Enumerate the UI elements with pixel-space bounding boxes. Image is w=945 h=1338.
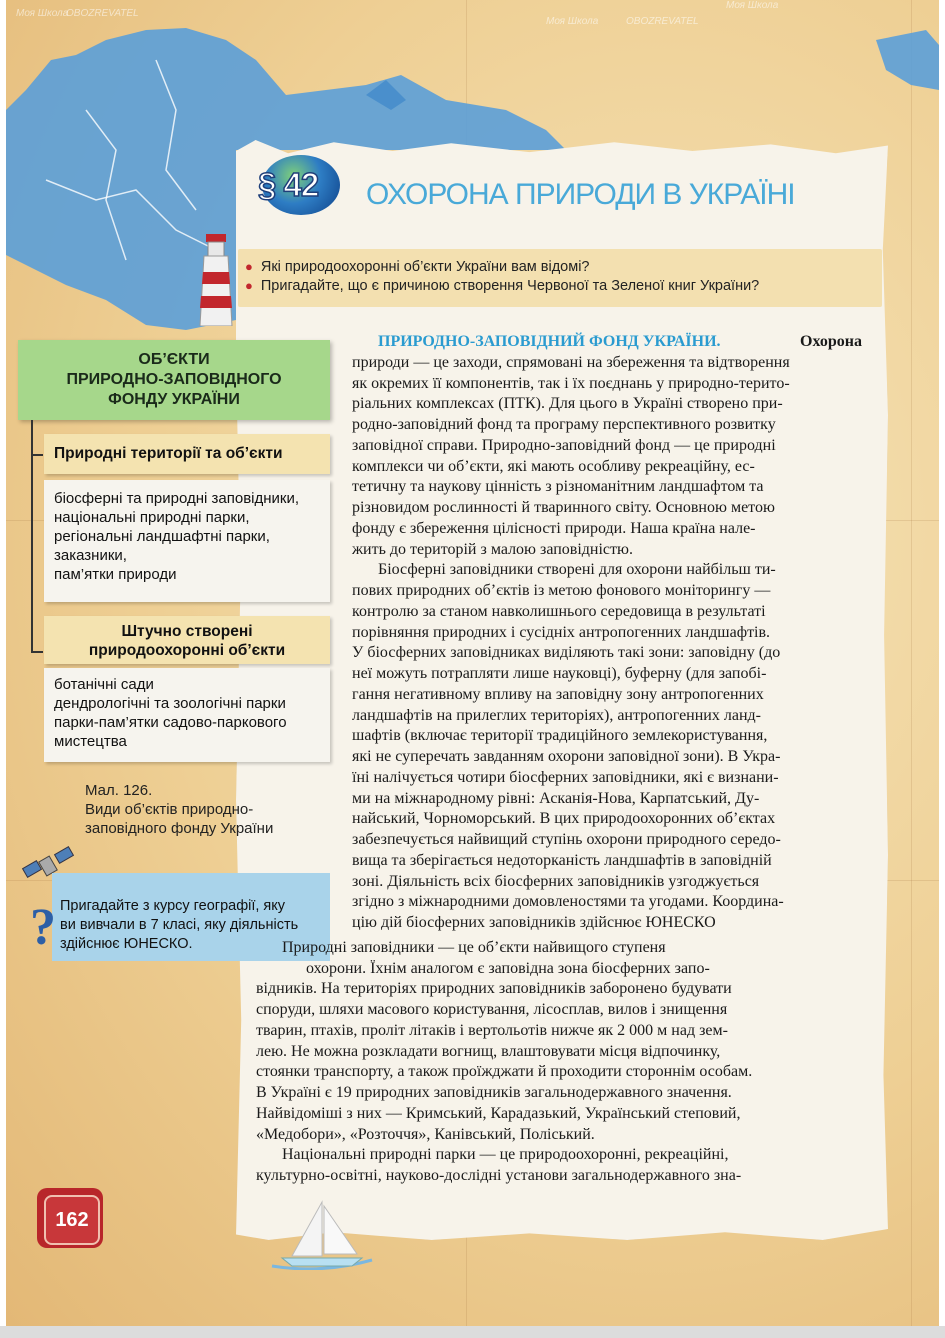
body-line: ми на міжнародному рівні: Асканія-Нова, Карпатський, Ду- [352, 789, 760, 807]
body-line: жить до територій з малою заповідністю. [352, 540, 633, 558]
body-line: вища та зберігається недоторканість ландшафтів в заповідній [352, 851, 772, 869]
body-line: Національні природні парки — це природоохоронні, рекреаційні, [282, 1146, 729, 1164]
body-line: Природні заповідники — це об’єкти найвищого ступеня [282, 938, 666, 956]
body-line: згідно з міжнародними домовленостями та угодами. Координа- [352, 893, 784, 911]
body-line: тетичну та наукову цінність з різноманітним ландшафтом та [352, 478, 764, 496]
question-mark-icon: ? [30, 899, 56, 956]
watermark: OBOZREVATEL [66, 8, 139, 19]
body-line: зоні. Діяльність всіх біосферних заповідників узгоджується [352, 872, 760, 890]
watermark: OBOZREVATEL [626, 16, 699, 27]
intro-question: ● Які природоохоронні об’єкти України вам відомі? [245, 259, 590, 275]
diagram-group-list: біосферні та природні заповідники, національні природні парки, регіональні ландшафтні парки, заказники, пам’ятки природи [44, 480, 330, 602]
diagram-title-box: ОБ’ЄКТИ ПРИРОДНО-ЗАПОВІДНОГО ФОНДУ УКРАЇНИ [18, 340, 330, 420]
diagram-connector [31, 651, 43, 653]
body-line: як окремих її компонентів, так і їх поєднань у природно-терито- [352, 374, 790, 392]
bullet-icon: ● [245, 259, 253, 274]
body-line: охорони. Їхнім аналогом є заповідна зона біосферних запо- [306, 959, 710, 977]
body-line: цію дій біосферних заповідників здійснює ЮНЕСКО [352, 914, 716, 931]
body-line: Біосферні заповідники створені для охорони найбільш ти- [378, 561, 776, 579]
page-number: 162 [44, 1195, 100, 1245]
body-line: лею. Не можна розкладати вогнищ, влаштовувати місця відпочинку, [256, 1042, 721, 1060]
body-line: родно-заповідний фонд та програму перспективного розвитку [352, 416, 776, 433]
body-line: В Україні є 19 природних заповідників загальнодержавного значення. [256, 1084, 732, 1101]
body-line: неї можуть потрапляти лише науковці), буферну (для запобі- [352, 665, 767, 682]
subsection-heading: ПРИРОДНО-ЗАПОВІДНИЙ ФОНД УКРАЇНИ. [378, 333, 721, 350]
lighthouse-icon [196, 234, 236, 326]
body-line: «Медобори», «Розточчя», Канівський, Поліський. [256, 1125, 595, 1143]
bullet-icon: ● [245, 278, 253, 293]
diagram-group-heading: Штучно створені природоохоронні об’єкти [44, 616, 330, 664]
diagram-connector [31, 454, 43, 456]
body-line: Найвідоміші з них — Кримський, Карадазький, Український степовий, [256, 1104, 741, 1122]
watermark: Моя Школа [726, 0, 779, 11]
body-line: найський, Чорноморський. В цих природоохоронних об’єктах [352, 810, 776, 828]
body-line: культурно-освітні, науково-дослідні установи загальнодержавного зна- [256, 1167, 742, 1184]
body-line: які не суперечать завданням охорони заповідної зони). В Укра- [352, 748, 781, 765]
body-line: їні налічується чотири біосферних заповідники, які є визнани- [352, 768, 779, 786]
intro-question: ● Пригадайте, що є причиною створення Червоної та Зеленої книг України? [245, 278, 760, 294]
diagram-group-heading: Природні території та об’єкти [44, 434, 330, 474]
body-line: комплекси чи об’єкти, які мають особливу рекреаційну, ес- [352, 457, 755, 475]
diagram-group-list: ботанічні сади дендрологічні та зоологічні парки парки-пам’ятки садово-паркового мистецтва [44, 668, 330, 762]
page-bottom-strip [0, 1326, 945, 1338]
body-line: ландшафтів на прилеглих територіях), антропогенних ланд- [352, 706, 761, 724]
body-line: гання негативному впливу на заповідну зону антропогенних [352, 685, 764, 703]
section-number: § 42 [258, 166, 319, 203]
figure-caption: Мал. 126. Види об’єктів природно- заповідного фонду України [85, 782, 274, 837]
recall-question-text: Пригадайте з курсу географії, яку ви вивчали в 7 класі, яку діяльність здійснює ЮНЕСКО. [60, 898, 299, 952]
body-line: фонду є збереження цілісності природи. Наша країна нале- [352, 519, 756, 537]
body-line: ріальних комплексах (ПТК). Для цього в Україні створено при- [352, 395, 783, 413]
body-line: пових природних об’єктів із метою фонового моніторингу — [352, 582, 771, 599]
body-line: Охорона [800, 333, 862, 350]
body-line: порівняння природних і сусідніх антропогенних ландшафтів. [352, 623, 771, 641]
body-line: контролю за станом навколишнього середовища в результаті [352, 602, 766, 620]
section-title: ОХОРОНА ПРИРОДИ В УКРАЇНІ [366, 178, 795, 211]
body-line: забезпечується найвищий ступінь охорони природного середо- [352, 831, 781, 848]
body-line: тварин, птахів, проліт літаків і вертольотів нижче як 2 000 м над зем- [256, 1021, 728, 1039]
body-line: стоянки транспорту, а також проїжджати й проходити стороннім особам. [256, 1063, 753, 1081]
body-line: природи — це заходи, спрямовані на збереження та відтворення [352, 353, 790, 371]
body-line: різновидом рослинності й тваринного світу. Основною метою [352, 499, 775, 516]
body-line: шафтів (включає території традиційного землекористування, [352, 727, 768, 745]
body-line: споруди, шляхи масового користування, лісосплав, вилов і знищення [256, 1001, 728, 1018]
body-line: заповідної справи. Природно-заповідний фонд — це природні [352, 436, 776, 454]
watermark: Моя Школа [16, 8, 69, 19]
sailboat-illustration [262, 1196, 382, 1270]
body-line: відників. На територіях природних заповідників заборонено будувати [256, 980, 732, 998]
body-line: У біосферних заповідниках виділяють такі зони: заповідну (до [352, 644, 781, 662]
watermark: Моя Школа [546, 16, 599, 27]
